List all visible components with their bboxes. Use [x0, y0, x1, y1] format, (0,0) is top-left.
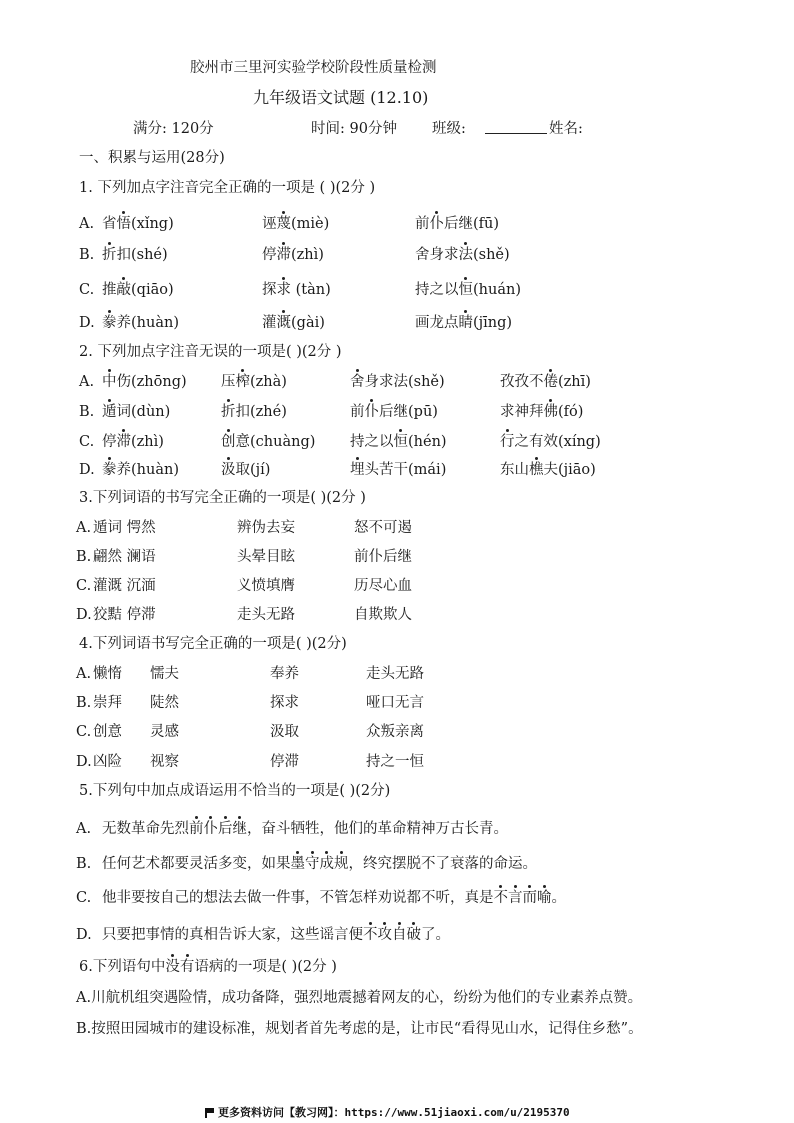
question-1-stem: 1. 下列加点字注音完全正确的一项是 ( )(2分 ) — [79, 180, 376, 196]
option-item: 前仆后继(pū) — [350, 404, 438, 420]
option-label[interactable]: C. — [76, 578, 92, 594]
option-item: 持之以恒(huán) — [415, 282, 521, 298]
option-label[interactable]: D. — [79, 462, 95, 478]
emphasis-char: 倦 — [543, 374, 558, 390]
option-item: 埋头苦干(mái) — [350, 462, 447, 478]
option-item: 崇拜 — [93, 695, 122, 711]
option-item: 舍身求法(shě) — [350, 374, 445, 390]
option-item: 翩然 澜语 — [93, 549, 156, 565]
emphasis-char: 仆 — [203, 821, 218, 837]
question-4-stem: 4.下列词语书写完全正确的一项是( )(2分) — [79, 636, 347, 652]
option-item: 汲取(jí) — [221, 462, 271, 478]
emphasis-char: 法 — [458, 247, 473, 263]
option-item: 创意(chuàng) — [221, 434, 316, 450]
option-item: 历尽心血 — [354, 578, 412, 594]
class-label: 班级: — [432, 121, 466, 137]
question-6-stem: 6.下列语句中没有语病的一项是( )(2分 ) — [79, 959, 337, 975]
class-field — [432, 119, 466, 139]
option-label[interactable]: A. — [76, 666, 92, 682]
emphasis-char: 折 — [102, 247, 117, 263]
option-item: 哑口无言 — [366, 695, 424, 711]
option-item: 推敲(qiāo) — [102, 282, 174, 298]
full-score: 满分: 120分 — [133, 121, 214, 137]
emphasis-char: 行 — [500, 434, 515, 450]
option-item: 走头无路 — [366, 666, 424, 682]
option-label[interactable]: D. — [76, 607, 92, 623]
name-label: 姓名: — [549, 121, 583, 137]
emphasis-char: 而 — [522, 890, 537, 906]
option-item: 画龙点睛(jīng) — [415, 315, 513, 331]
option-item: 辨伪去妄 — [237, 520, 295, 536]
emphasis-char: 成 — [319, 856, 334, 872]
option-item: 孜孜不倦(zhī) — [500, 374, 591, 390]
emphasis-char: 樵 — [529, 462, 544, 478]
emphasis-char: 求 — [276, 282, 291, 298]
emphasis-char: 仆 — [429, 216, 444, 232]
option-item: 狡黠 停滞 — [93, 607, 156, 623]
option-a[interactable]: A.川航机组突遇险情，成功备降，强烈地震撼着网友的心，纷纷为他们的专业素养点赞。 — [76, 990, 643, 1006]
option-item: 中伤(zhōng) — [102, 374, 187, 390]
question-5-stem: 5.下列句中加点成语运用不恰当的一项是( )(2分) — [79, 783, 391, 799]
question-2-stem: 2. 下列加点字注音无误的一项是( )(2分 ) — [79, 344, 342, 360]
emphasis-char: 豢 — [102, 462, 117, 478]
emphasis-char: 豢 — [102, 315, 117, 331]
option-label[interactable]: B. — [79, 404, 95, 420]
emphasis-char: 规 — [334, 856, 349, 872]
option-item: 奉养 — [270, 666, 299, 682]
flag-icon — [205, 1108, 214, 1117]
option-label[interactable]: C. — [76, 724, 92, 740]
option-label[interactable]: C. — [79, 282, 95, 298]
option-item: 自欺欺人 — [354, 607, 412, 623]
emphasis-char: 折 — [221, 404, 236, 420]
school-title: 胶州市三里河实验学校阶段性质量检测 — [190, 60, 437, 76]
option-item: 汲取 — [270, 724, 299, 740]
emphasis-char: 恒 — [458, 282, 473, 298]
option-label[interactable]: B. — [79, 247, 95, 263]
emphasis-char: 后 — [218, 821, 233, 837]
emphasis-char: 仆 — [364, 404, 379, 420]
option-item: 省悟(xǐng) — [102, 216, 174, 232]
option-item: 创意 — [93, 724, 122, 740]
footer-text: 更多资料访问【教习网】：https://www.51jiaoxi.com/u/2195370 — [218, 1106, 570, 1119]
option-item: 东山樵夫(jiāo) — [500, 462, 596, 478]
emphasis-char: 佛 — [543, 404, 558, 420]
emphasis-char: 创 — [221, 434, 236, 450]
option-item: 探求 — [270, 695, 299, 711]
option-item: 停滞(zhì) — [262, 247, 324, 263]
emphasis-char: 敲 — [116, 282, 131, 298]
question-3-stem: 3.下列词语的书写完全正确的一项是( )(2分 ) — [79, 490, 366, 506]
option-item: 前仆后继(fū) — [415, 216, 500, 232]
emphasis-char: 滞 — [276, 247, 291, 263]
emphasis-char: 有 — [179, 959, 195, 975]
emphasis-char: 遁 — [102, 404, 117, 420]
emphasis-char: 中 — [102, 374, 117, 390]
emphasis-char: 睛 — [458, 315, 473, 331]
emphasis-char: 继 — [232, 821, 247, 837]
emphasis-char: 攻 — [377, 927, 392, 943]
option-item: 豢养(huàn) — [102, 315, 179, 331]
option-label[interactable]: D. — [79, 315, 95, 331]
option-item: 灵感 — [150, 724, 179, 740]
option-item: 陡然 — [150, 695, 179, 711]
option-item: 前仆后继 — [354, 549, 412, 565]
option-item: 豢养(huàn) — [102, 462, 179, 478]
emphasis-char: 守 — [305, 856, 320, 872]
option-item: 诬蔑(miè) — [262, 216, 330, 232]
emphasis-char: 墨 — [290, 856, 305, 872]
option-item: 行之有效(xíng) — [500, 434, 601, 450]
option-b[interactable]: B.按照田园城市的建设标准，规划者首先考虑的是，让市民“看得见山水，记得住乡愁”。 — [76, 1021, 643, 1037]
option-label[interactable]: A. — [79, 374, 95, 390]
option-item: 懒惰 — [93, 666, 122, 682]
option-item: 持之以恒(hén) — [350, 434, 447, 450]
option-label[interactable]: A. — [76, 821, 92, 837]
option-item: 压榨(zhà) — [221, 374, 287, 390]
option-label[interactable]: C. — [79, 434, 95, 450]
option-item: 停滞 — [270, 754, 299, 770]
option-item: 探求 (tàn) — [262, 282, 331, 298]
option-label[interactable]: C. — [76, 890, 92, 906]
class-blank[interactable] — [485, 119, 547, 134]
emphasis-char: 言 — [508, 890, 523, 906]
exam-time: 时间: 90分钟 — [311, 121, 397, 137]
exam-title: 九年级语文试题 (12.10) — [253, 88, 429, 107]
emphasis-char: 舍 — [350, 374, 365, 390]
emphasis-char: 蔑 — [276, 216, 291, 232]
emphasis-char: 不 — [493, 890, 508, 906]
option-item: 灌溉 沉湎 — [93, 578, 156, 594]
option-sentence: 他非要按自己的想法去做一件事，不管怎样劝说都不听，真是不言而喻。 — [102, 890, 566, 906]
option-item: 凶险 — [93, 754, 122, 770]
option-item: 遁词(dùn) — [102, 404, 171, 420]
option-sentence: 无数革命先烈前仆后继，奋斗牺牲，他们的革命精神万古长青。 — [102, 821, 508, 837]
option-item: 停滞(zhì) — [102, 434, 164, 450]
emphasis-char: 汲 — [221, 462, 236, 478]
emphasis-char: 不 — [363, 927, 378, 943]
option-item: 懦夫 — [150, 666, 179, 682]
option-item: 义愤填膺 — [237, 578, 295, 594]
option-label[interactable]: B. — [76, 549, 92, 565]
emphasis-char: 破 — [406, 927, 421, 943]
option-item: 灌溉(gài) — [262, 315, 325, 331]
option-item: 折扣(shé) — [102, 247, 168, 263]
option-sentence: 任何艺术都要灵活多变，如果墨守成规，终究摆脱不了衰落的命运。 — [102, 856, 537, 872]
option-label[interactable]: D. — [76, 754, 92, 770]
option-item: 持之一恒 — [366, 754, 424, 770]
option-item: 视察 — [150, 754, 179, 770]
emphasis-char: 没 — [165, 959, 180, 975]
option-label[interactable]: B. — [76, 856, 92, 872]
emphasis-char: 自 — [392, 927, 407, 943]
emphasis-char: 埋 — [350, 462, 365, 478]
emphasis-char: 喻 — [537, 890, 552, 906]
option-item: 折扣(zhé) — [221, 404, 287, 420]
emphasis-char: 溉 — [276, 315, 291, 331]
footer-link[interactable] — [205, 1104, 570, 1120]
option-label[interactable]: D. — [76, 927, 92, 943]
option-label[interactable]: A. — [79, 216, 95, 232]
option-item: 怒不可遏 — [354, 520, 412, 536]
option-item: 求神拜佛(fó) — [500, 404, 584, 420]
option-item: 走头无路 — [237, 607, 295, 623]
emphasis-char: 前 — [189, 821, 204, 837]
emphasis-char: 榨 — [235, 374, 250, 390]
option-item: 头晕目眩 — [237, 549, 295, 565]
option-item: 遁词 愕然 — [93, 520, 156, 536]
option-item: 舍身求法(shě) — [415, 247, 510, 263]
emphasis-char: 滞 — [116, 434, 131, 450]
emphasis-char: 恒 — [393, 434, 408, 450]
option-sentence: 只要把事情的真相告诉大家，这些谣言便不攻自破了。 — [102, 927, 450, 943]
emphasis-char: 悟 — [116, 216, 131, 232]
section-title: 一、积累与运用(28分) — [79, 150, 225, 166]
option-label[interactable]: B. — [76, 695, 92, 711]
option-item: 众叛亲离 — [366, 724, 424, 740]
option-label[interactable]: A. — [76, 520, 92, 536]
